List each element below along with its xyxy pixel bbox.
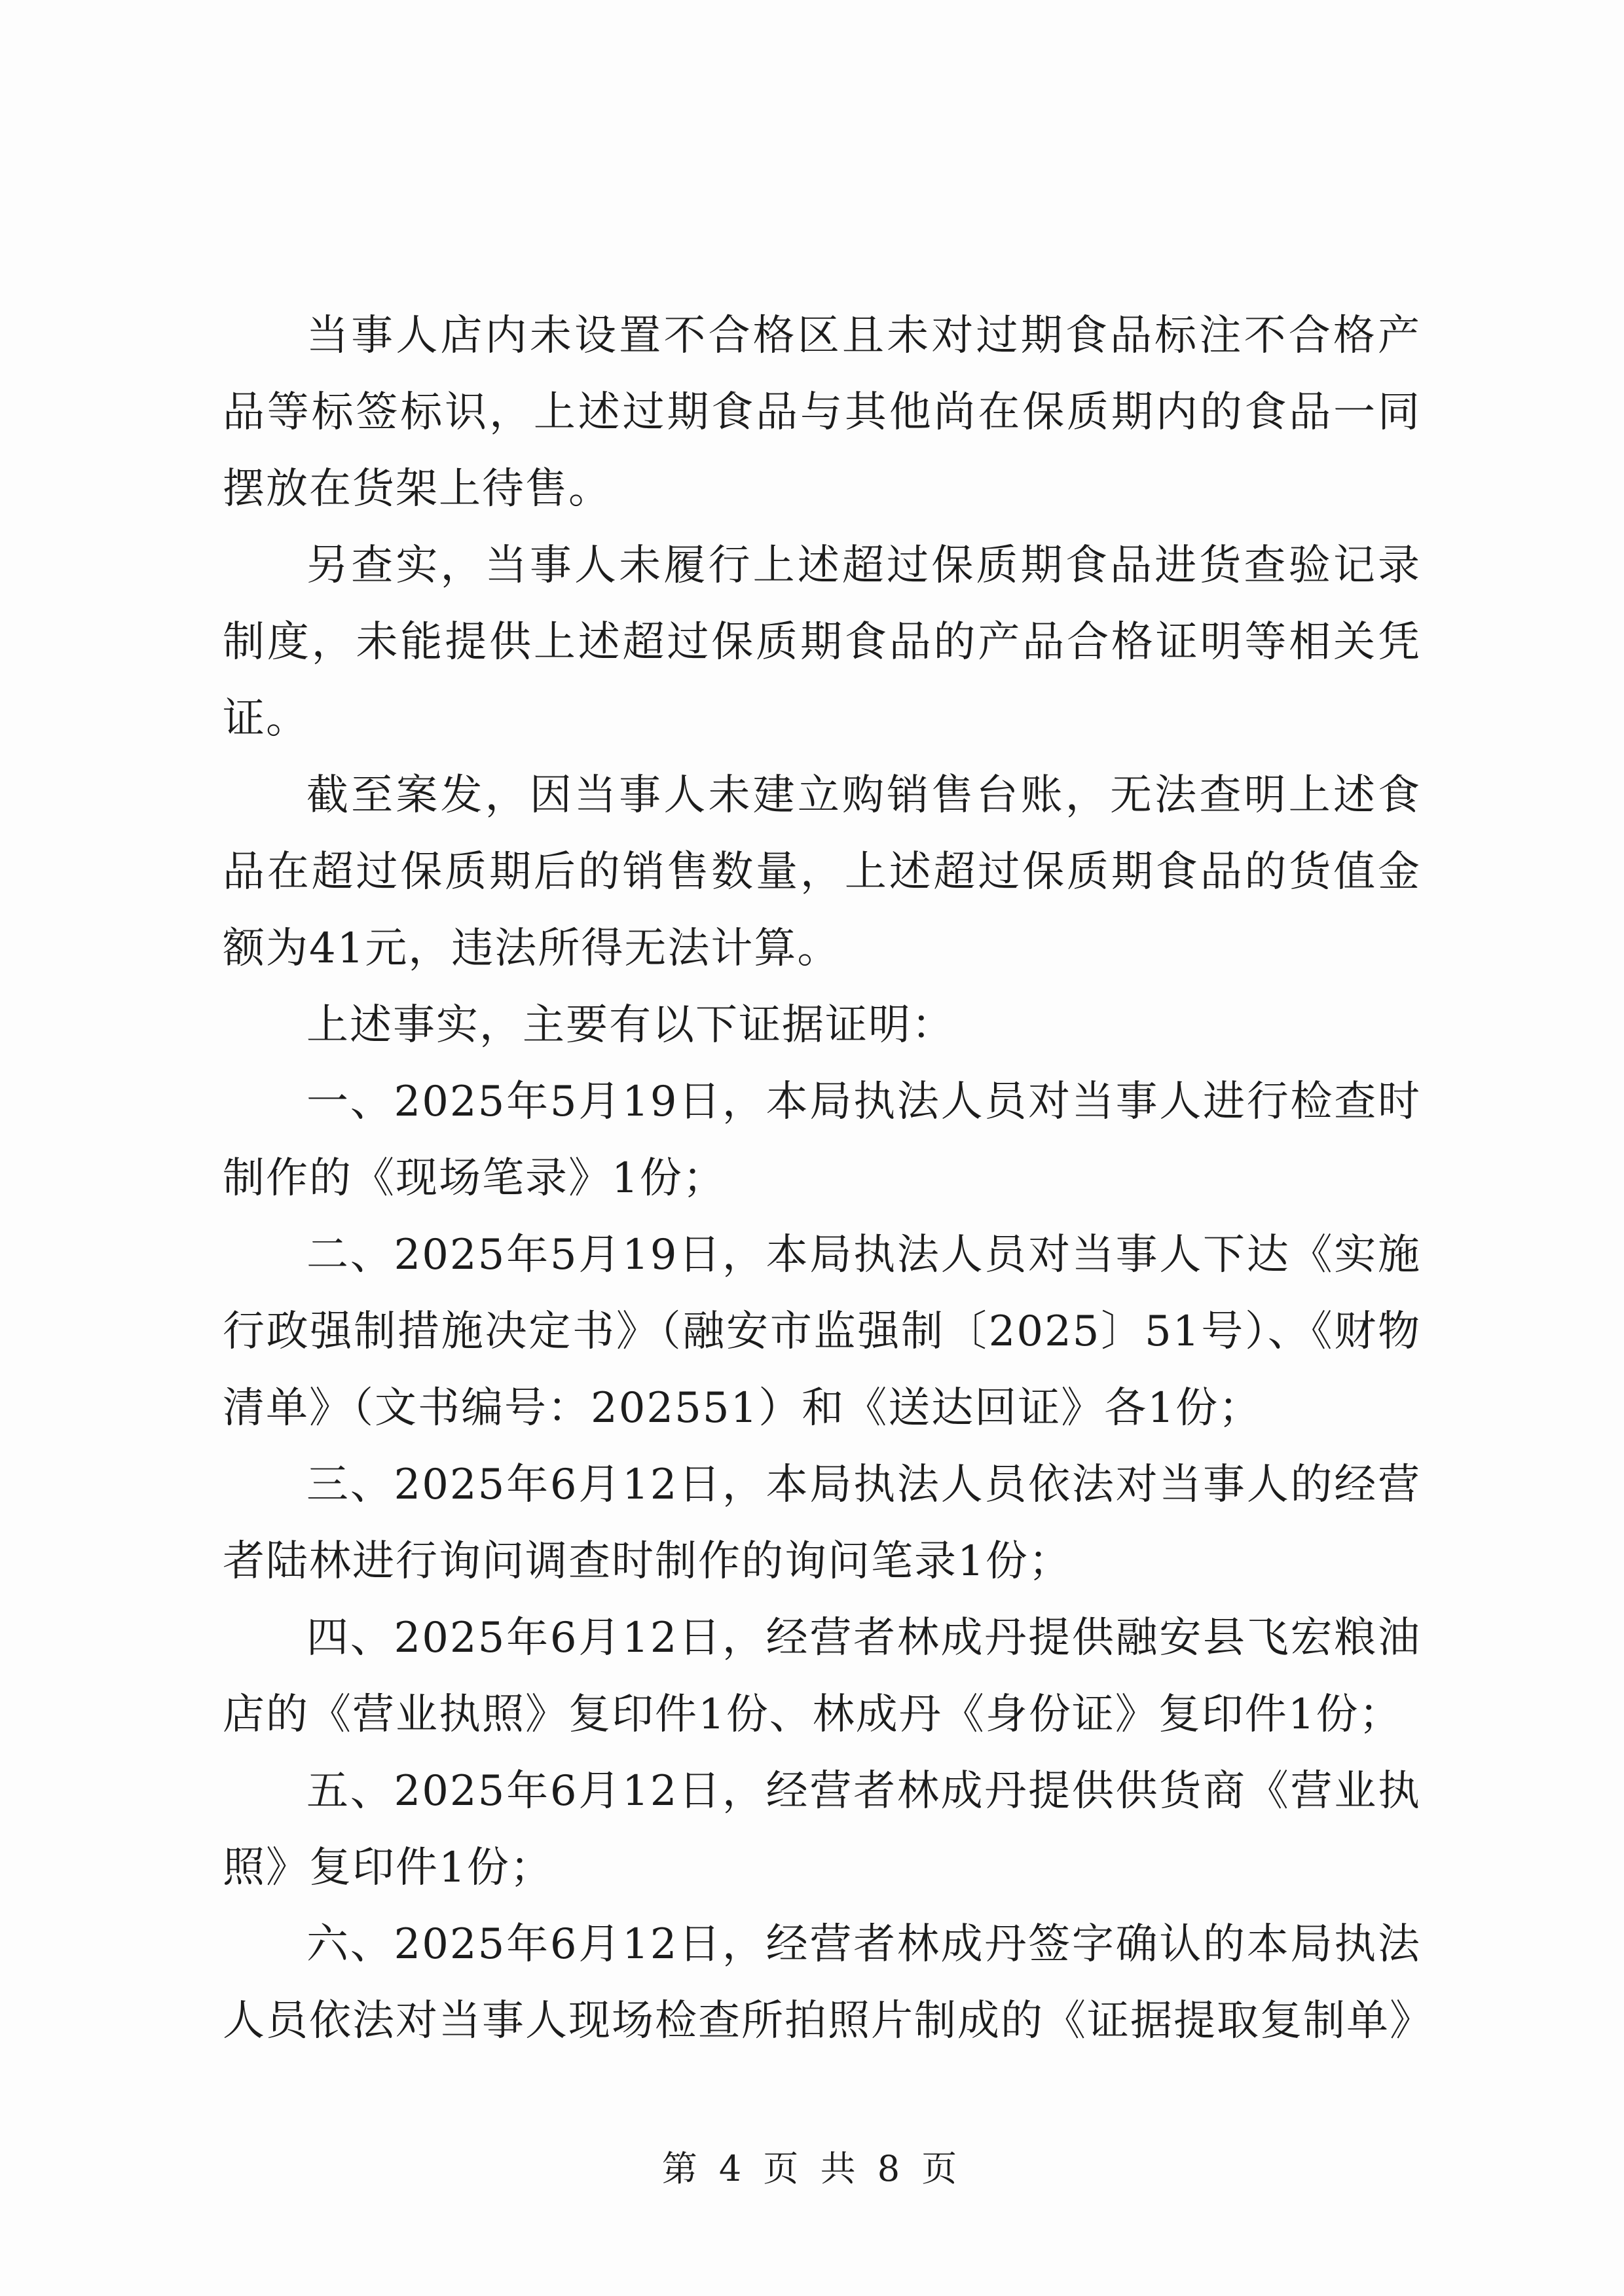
- evidence-item-2: 二、2025年5月19日，本局执法人员对当事人下达《实施行政强制措施决定书》（融安市监强制〔2025〕51号）、《财物清单》（文书编号：202551）和《送达回证》各1份；: [223, 1231, 1421, 1432]
- paragraph-evidence-intro: 上述事实，主要有以下证据证明：: [306, 1001, 955, 1049]
- evidence-item-6: 六、2025年6月12日，经营者林成丹签字确认的本局执法人员依法对当事人现场检查所拍照片制成的《证据提取复制单》: [223, 1920, 1433, 2045]
- paragraph-inspection-record: 另查实，当事人未履行上述超过保质期食品进货查验记录制度，未能提供上述超过保质期食品的产品合格证明等相关凭证。: [223, 541, 1421, 743]
- paragraph-unqualified-area: 当事人店内未设置不合格区且未对过期食品标注不合格产品等标签标识，上述过期食品与其他尚在保质期内的食品一同摆放在货架上待售。: [223, 312, 1421, 513]
- evidence-item-3: 三、2025年6月12日，本局执法人员依法对当事人的经营者陆林进行询问调查时制作的询问笔录1份；: [223, 1461, 1421, 1586]
- page-number-footer: 第 4 页 共 8 页: [661, 2148, 963, 2189]
- document-body: [223, 298, 1433, 2060]
- evidence-item-1: 一、2025年5月19日，本局执法人员对当事人进行检查时制作的《现场笔录》1份；: [223, 1078, 1421, 1203]
- evidence-item-5: 五、2025年6月12日，经营者林成丹提供供货商《营业执照》复印件1份；: [223, 1767, 1421, 1892]
- paragraph-goods-value: 截至案发，因当事人未建立购销售台账，无法查明上述食品在超过保质期后的销售数量，上述超过保质期食品的货值金额为41元，违法所得无法计算。: [223, 771, 1421, 973]
- evidence-item-4: 四、2025年6月12日，经营者林成丹提供融安县飞宏粮油店的《营业执照》复印件1份、林成丹《身份证》复印件1份；: [223, 1614, 1421, 1739]
